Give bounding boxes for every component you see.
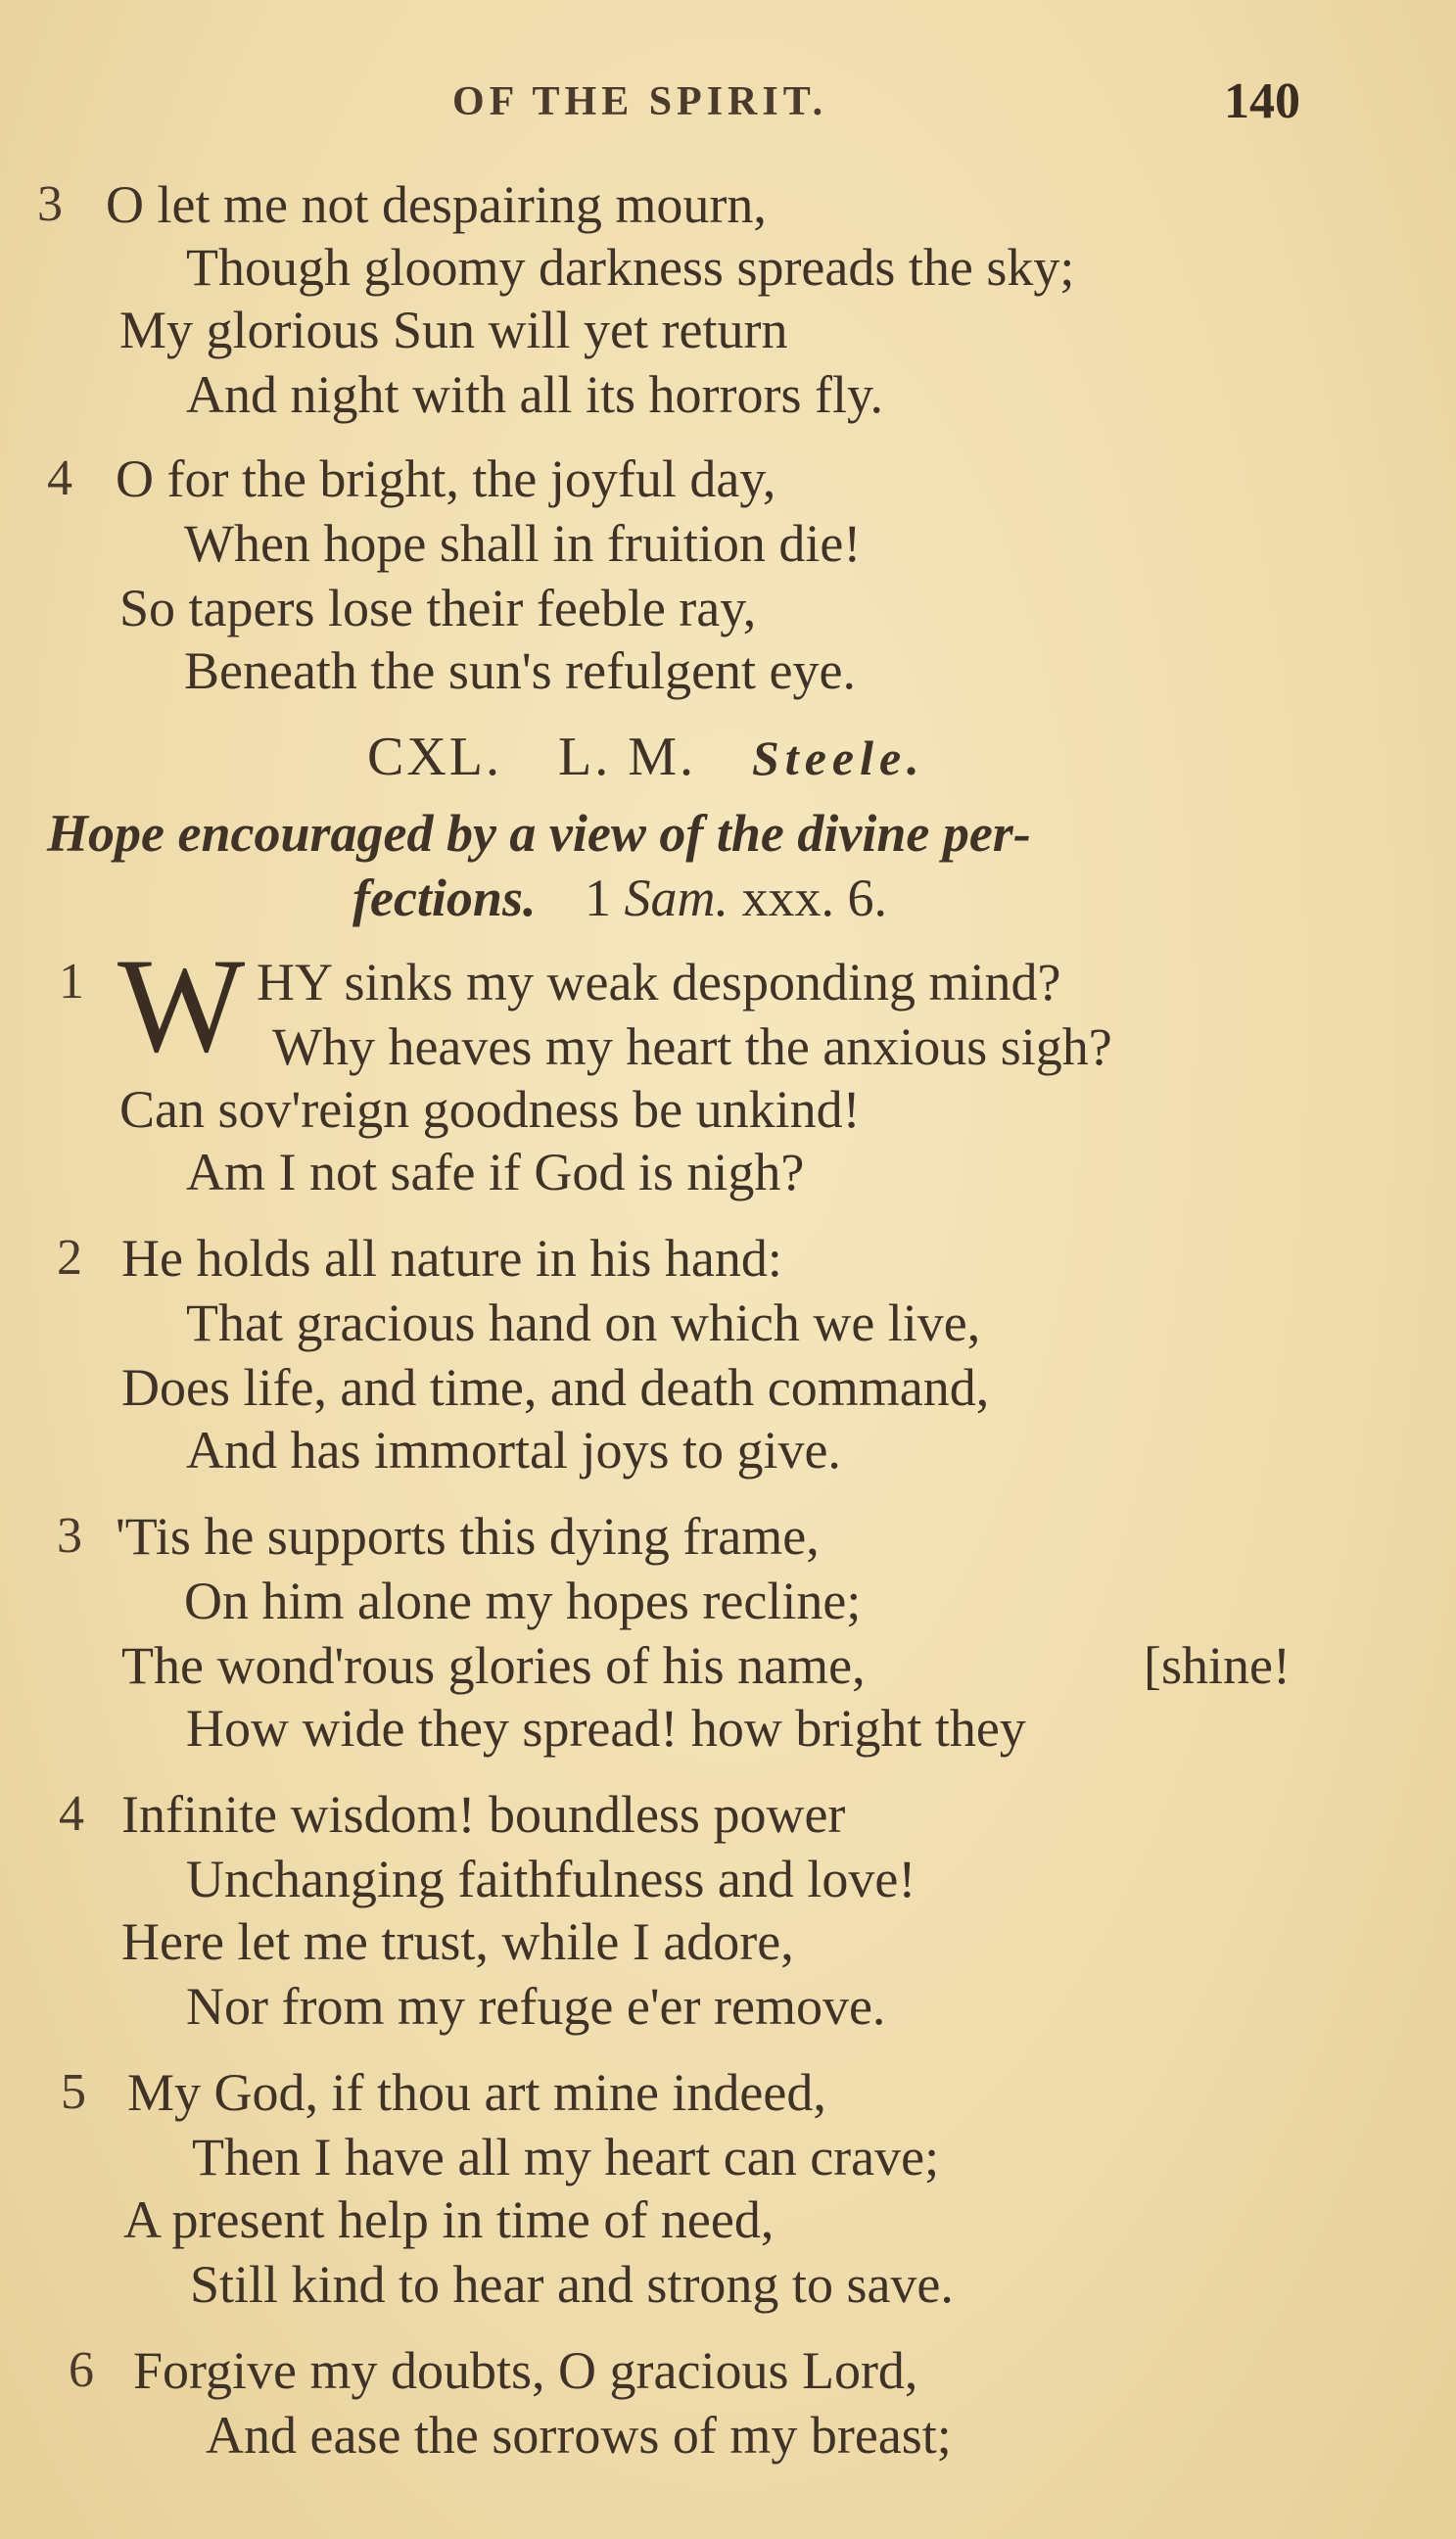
verse-line: And ease the sorrows of my breast;	[206, 2406, 952, 2465]
verse-line: Though gloomy darkness spreads the sky;	[186, 238, 1075, 297]
verse-number: 3	[57, 1508, 82, 1564]
verse-line: Unchanging faithfulness and love!	[186, 1850, 916, 1908]
page-header	[0, 71, 1456, 139]
verse-line: Here let me trust, while I adore,	[121, 1912, 794, 1971]
verse-line: Still kind to hear and strong to save.	[190, 2255, 954, 2314]
verse-line: And night with all its horrors fly.	[186, 365, 883, 424]
verse-number: 5	[61, 2064, 86, 2120]
scripture-book: Sam.	[624, 869, 728, 927]
verse-number: 2	[57, 1230, 82, 1286]
verse-line: O let me not despairing mourn,	[106, 175, 767, 234]
verse-line: Am I not safe if God is nigh?	[186, 1143, 805, 1201]
verse-number: 4	[59, 1786, 84, 1842]
hymn-subject: Hope encouraged by a view of the divine per-	[47, 804, 1031, 863]
verse-line: 'Tis he supports this dying frame,	[116, 1507, 820, 1566]
verse-line: Does life, and time, and death command,	[121, 1358, 990, 1417]
hymn-number: CXL.	[367, 727, 502, 787]
verse-number: 3	[37, 176, 63, 232]
page-number: 140	[1224, 73, 1300, 129]
verse-line: O for the bright, the joyful day,	[116, 449, 776, 508]
verse-line: Infinite wisdom! boundless power	[121, 1785, 846, 1844]
scripture-chapter-verse: xxx. 6.	[741, 869, 887, 927]
verse-line: So tapers lose their feeble ray,	[119, 579, 757, 637]
verse-line: That gracious hand on which we live,	[186, 1293, 981, 1352]
hymn-subject-continued	[352, 866, 887, 930]
verse-line: Can sov'reign goodness be unkind!	[119, 1080, 861, 1139]
verse-line: Why heaves my heart the anxious sigh?	[272, 1017, 1112, 1076]
verse-line: He holds all nature in his hand:	[121, 1229, 782, 1288]
verse-number: 1	[59, 954, 84, 1010]
drop-cap: W	[117, 930, 246, 1080]
verse-number: 6	[69, 2342, 94, 2398]
running-head: OF THE SPIRIT.	[452, 79, 828, 124]
verse-number: 4	[47, 450, 72, 506]
verse-line: Then I have all my heart can crave;	[192, 2128, 940, 2186]
subject-text: fections.	[352, 869, 537, 927]
hymn-heading	[367, 725, 925, 790]
verse-line: Nor from my refuge e'er remove.	[186, 1977, 886, 2036]
verse-carry-over: [shine!	[1144, 1636, 1291, 1695]
verse-line: When hope shall in fruition die!	[184, 514, 862, 573]
verse-line: Forgive my doubts, O gracious Lord,	[133, 2341, 918, 2400]
scripture-reference	[585, 869, 887, 927]
verse-line: HY sinks my weak desponding mind?	[257, 953, 1061, 1011]
verse-line: Beneath the sun's refulgent eye.	[184, 641, 856, 700]
verse-line: A present help in time of need,	[123, 2190, 775, 2249]
verse-line: The wond'rous glories of his name,	[121, 1636, 866, 1695]
hymn-meter: L. M.	[558, 727, 696, 787]
verse-line: And has immortal joys to give.	[186, 1421, 841, 1480]
hymn-author: Steele.	[752, 730, 925, 785]
scripture-prefix: 1	[584, 869, 611, 927]
verse-line: My God, if thou art mine indeed,	[127, 2063, 826, 2122]
verse-line: My glorious Sun will yet return	[119, 301, 788, 359]
verse-line: On him alone my hopes recline;	[184, 1572, 862, 1630]
verse-line: How wide they spread! how bright they	[186, 1699, 1026, 1758]
